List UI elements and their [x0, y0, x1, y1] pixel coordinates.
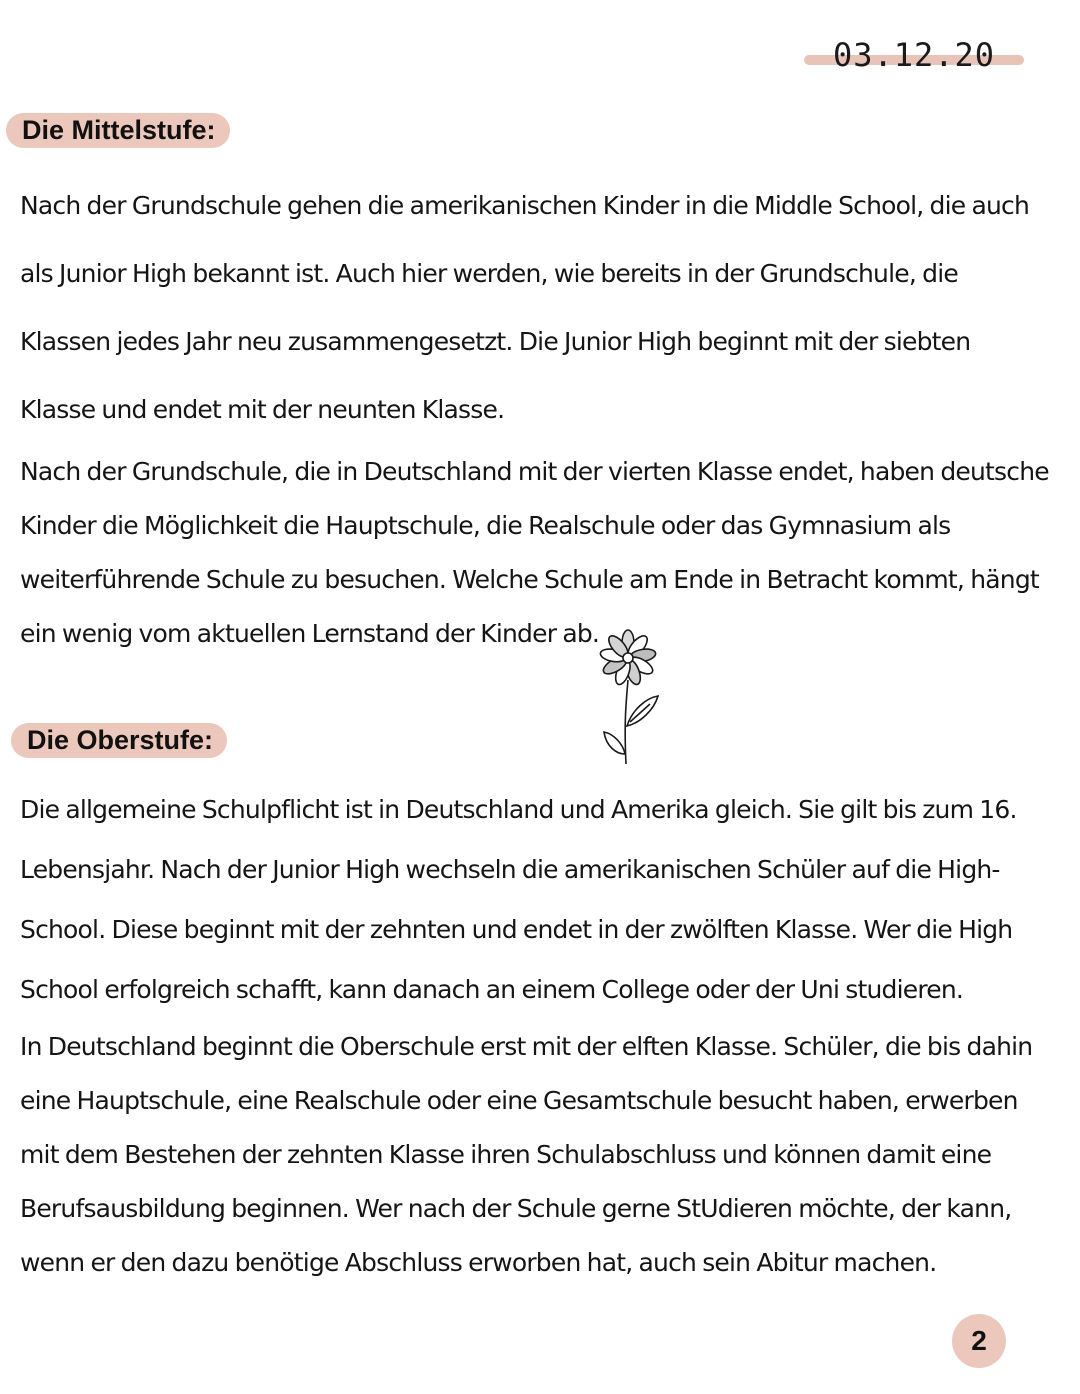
date-label	[804, 36, 1024, 80]
paragraph-high-school: Die allgemeine Schulpflicht ist in Deutschland und Amerika gleich. Sie gilt bis zum 16. Lebensjahr. Nach der Junior High wechseln die amerikanischen Schüler auf die High-School. Diese beginnt mit der zehnten und endet in der zwölften Klasse. Wer die High School erfolgreich schafft, kann danach an einem College oder der Uni studieren.	[20, 795, 1017, 1004]
flower-icon	[590, 628, 666, 768]
heading-mittelstufe: Die Mittelstufe:	[6, 113, 230, 148]
date-text: 03.12.20	[832, 36, 996, 74]
paragraph-german-upper-school: In Deutschland beginnt die Oberschule erst mit der elften Klasse. Schüler, die bis dahin eine Hauptschule, eine Realschule oder eine Gesamtschule besucht haben, erwerben mit dem Bestehen der zehnten Klasse ihren Schulabschluss und können damit eine Berufsausbildung beginnen. Wer nach der Schule gerne StUdieren möchte, der kann, wenn er den dazu benötige Abschluss erworben hat, auch sein Abitur machen.	[20, 1032, 1033, 1277]
heading-oberstufe: Die Oberstufe:	[11, 723, 227, 758]
paragraph-german-secondary: Nach der Grundschule, die in Deutschland mit der vierten Klasse endet, haben deutsche Kinder die Möglichkeit die Hauptschule, die Realschule oder das Gymnasium als weiterführende Schule zu besuchen. Welche Schule am Ende in Betracht kommt, hängt ein wenig vom aktuellen Lernstand der Kinder ab.	[20, 457, 1049, 648]
paragraph-middle-school: Nach der Grundschule gehen die amerikanischen Kinder in die Middle School, die auch als Junior High bekannt ist. Auch hier werden, wie bereits in der Grundschule, die Klassen jedes Jahr neu zusammengesetzt. Die Junior High beginnt mit der siebten Klasse und endet mit der neunten Klasse.	[20, 191, 1030, 424]
page-number-badge: 2	[952, 1314, 1006, 1368]
